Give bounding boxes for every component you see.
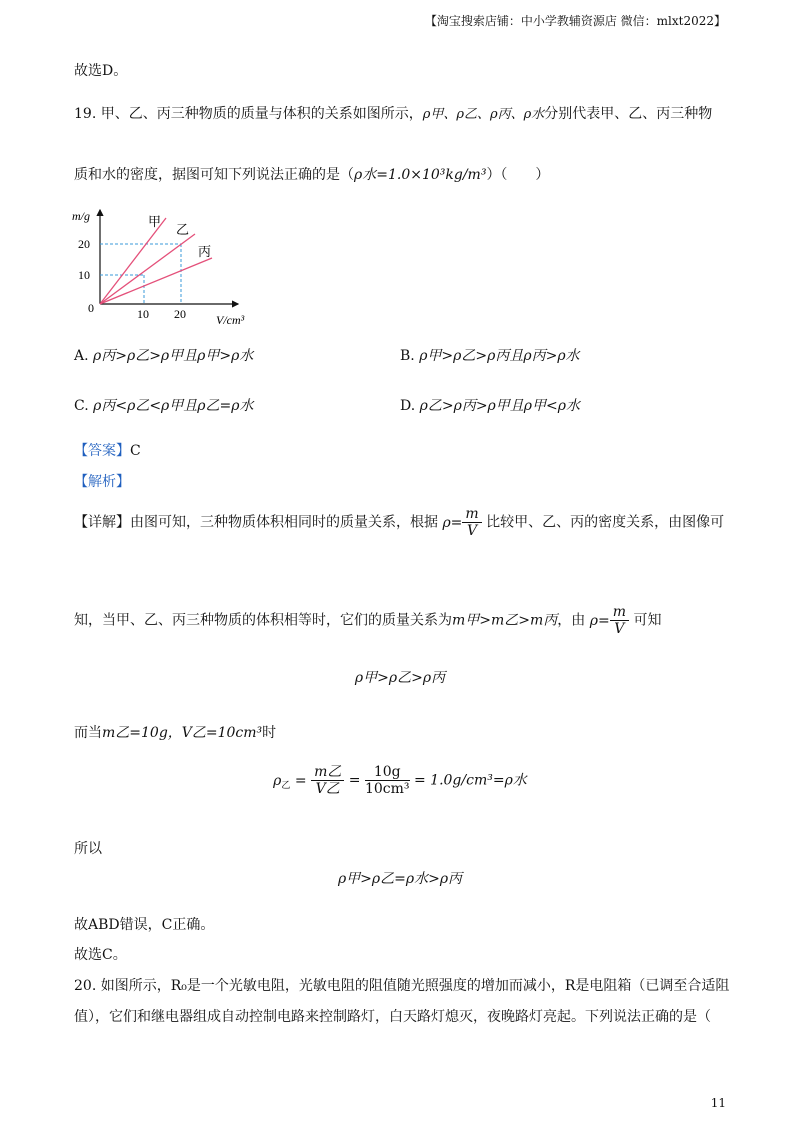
q19-stem-symbols: ρ甲、ρ乙、ρ丙、ρ水 <box>422 107 545 122</box>
q20-line1: 20. 如图所示，R₀是一个光敏电阻，光敏电阻的阻值随光照强度的增加而减小，R是电阻箱（已调至合适阻 <box>74 978 730 994</box>
answer-value: C <box>130 443 141 459</box>
detail-line3 <box>74 722 276 742</box>
water-density: ρ水=1.0×10³kg/m³ <box>354 167 487 183</box>
prev-conclusion: 故选D。 <box>74 63 128 79</box>
option-b <box>400 345 580 365</box>
detail-line1 <box>74 506 724 539</box>
q19-stem-a: 19. 甲、乙、丙三种物质的质量与体积的关系如图所示， <box>74 106 423 122</box>
y-axis-label: m/g <box>72 209 90 223</box>
density-formula-2: ρ= $\frac{m}{V}$ <box>590 613 629 629</box>
conclusion-1: 故ABD错误，C正确。 <box>74 917 215 933</box>
mass-relation: m甲>m乙>m丙 <box>452 612 558 629</box>
eq2-frac-symbol: $\frac{\text{m乙}}{\text{V乙}}$ <box>311 764 344 797</box>
q20-line2: 值），它们和继电器组成自动控制电路来控制路灯，白天路灯熄灭，夜晚路灯亮起。下列说法正确的是（ <box>74 1009 711 1025</box>
option-d-label: D. <box>400 398 416 414</box>
option-c-label: C. <box>74 398 89 414</box>
y-tick-10: 10 <box>78 268 90 282</box>
option-d <box>400 395 580 415</box>
eq2-result: = 1.0g/cm³=ρ水 <box>413 772 527 789</box>
so-text: 所以 <box>74 841 102 857</box>
detail-3-condition: m乙=10g，V乙=10cm³ <box>102 725 263 741</box>
line-bing <box>100 258 212 304</box>
origin-label: 0 <box>88 301 94 315</box>
option-c-text: ρ丙<ρ乙<ρ甲且ρ乙=ρ水 <box>93 398 254 414</box>
option-c <box>74 395 253 415</box>
conclusion-2: 故选C。 <box>74 947 127 963</box>
page-number: 11 <box>710 1096 726 1110</box>
answer-tag: 【答案】 <box>74 443 130 459</box>
equation-3: ρ甲>ρ乙=ρ水>ρ丙 <box>337 871 463 887</box>
detail-2c: 可知 <box>633 612 662 629</box>
eq2-frac-values: $\frac{10g}{\text{10cm³}}$ <box>364 764 410 797</box>
q19-stem-c: 质和水的密度，据图可知下列说法正确的是（ <box>74 167 354 183</box>
option-b-label: B. <box>400 348 415 364</box>
option-a <box>74 345 253 365</box>
shop-header: 【淘宝搜索店铺：中小学教辅资源店 微信：mlxt2022】 <box>424 14 726 28</box>
x-axis-label: V/cm³ <box>216 313 245 327</box>
detail-1a: 由图可知，三种物质体积相同时的质量关系，根据 <box>130 514 438 531</box>
detail-1b: 比较甲、乙、丙的密度关系，由图像可 <box>486 514 725 531</box>
option-b-text: ρ甲>ρ乙>ρ丙且ρ丙>ρ水 <box>419 348 580 364</box>
label-bing: 丙 <box>198 244 212 259</box>
detail-tag: 【详解】 <box>74 514 130 531</box>
detail-line2 <box>74 604 661 637</box>
equation-1: ρ甲>ρ乙>ρ丙 <box>354 670 446 686</box>
q19-stem-line1 <box>74 103 712 123</box>
detail-2b: ，由 <box>557 612 586 629</box>
density-formula-1: ρ= $\frac{m}{V}$ <box>442 515 481 531</box>
detail-3b: 时 <box>262 725 277 741</box>
label-yi: 乙 <box>176 222 190 237</box>
label-jia: 甲 <box>148 214 162 229</box>
option-a-label: A. <box>74 348 89 364</box>
q19-stem-line2 <box>74 164 549 184</box>
y-tick-20: 20 <box>78 237 90 251</box>
detail-3a: 而当 <box>74 725 102 741</box>
equation-2: $\rho_乙$ = $\frac{\text{m乙}}{\text{V乙}}$ = $\frac{10g}{\text{10cm³}}$ = 1.0g/cm³=ρ水 <box>273 764 527 797</box>
x-tick-20: 20 <box>174 307 186 321</box>
answer-line <box>74 440 141 460</box>
eq2-rho: $\rho_乙$ = <box>273 772 307 791</box>
detail-2a: 知，当甲、乙、丙三种物质的体积相等时，它们的质量关系为 <box>74 612 452 629</box>
analysis-tag: 【解析】 <box>74 474 130 490</box>
mass-volume-graph <box>68 200 258 330</box>
x-tick-10: 10 <box>137 307 149 321</box>
option-a-text: ρ丙>ρ乙>ρ甲且ρ甲>ρ水 <box>93 348 254 364</box>
q19-stem-b: 分别代表甲、乙、丙三种物 <box>544 106 713 122</box>
option-d-text: ρ乙>ρ丙>ρ甲且ρ甲<ρ水 <box>419 398 580 414</box>
q19-stem-d: ）（ ） <box>486 167 550 183</box>
